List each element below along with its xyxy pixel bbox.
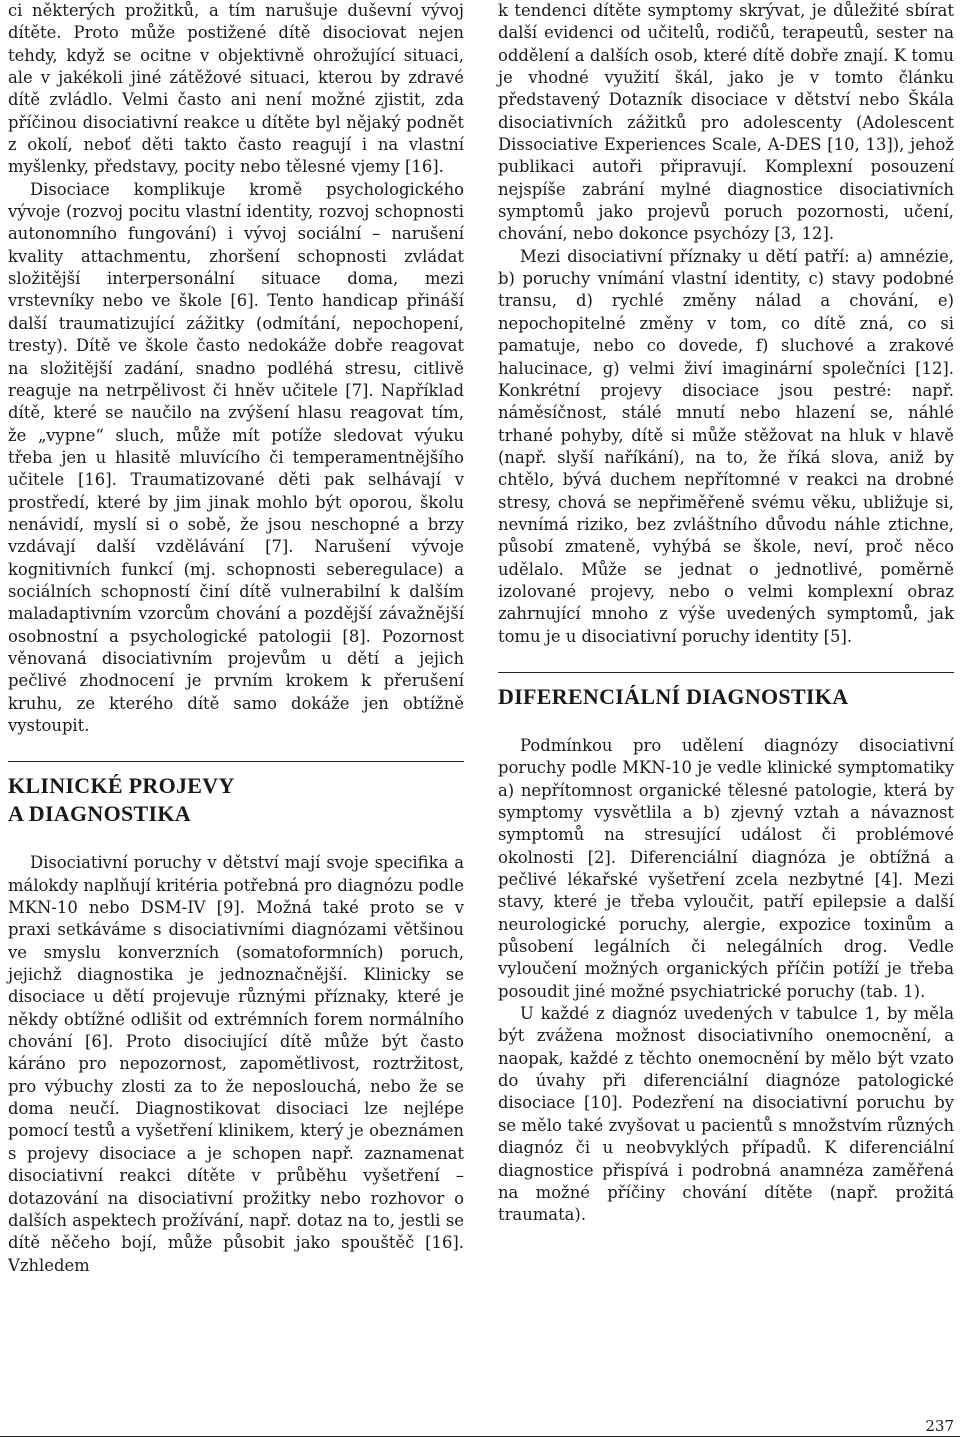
paragraph-intro: ci některých prožitků, a tím narušuje duševní vývoj dítěte. Proto může postižené dítě disociovat nejen tehdy, když se ocitne v objektivně ohrožující situaci, ale v jakékoli jiné zátěžové situaci, kterou by zdravé dítě zvládlo. Velmi často ani není možné zjistit, zda příčinou disociativní reakce u dítěte byl nějaký podnět z okolí, neboť děti takto často reagují i na vlastní myšlenky, představy, pocity nebo tělesné vjemy [16]. [8, 1, 464, 177]
right-column [498, 0, 954, 1227]
paragraph-continued: k tendenci dítěte symptomy skrývat, je důležité sbírat další evidenci od učitelů, rodičů, terapeutů, sester na oddělení a dalších osob, které dítě dobře znají. K tomu je vhodné využití škál, jako je v tomto článku představený Dotazník disociace v dětství nebo Škála disociativních zážitků pro adolescenty (Adolescent Dissociative Experiences Scale, A-DES [10, 13]), jehož publikaci autoři připravují. Komplexní posouzení nejspíše zabrání mylné diagnostice disociativních symptomů jako projevů poruch pozornosti, učení, chování, nebo dokonce psychózy [3, 12]. [498, 1, 954, 244]
heading-line-2: A DIAGNOSTIKA [8, 801, 191, 827]
paragraph-table: U každé z diagnóz uvedených v tabulce 1, by měla být zvážena možnost disociativního onemocnění, a naopak, každé z těchto onemocnění by mělo být vzato do úvahy při diferenciální diagnóze patologické disociace [10]. Podezření na disociativní poruchu by se mělo také zvyšovat u pacientů s množstvím různých diagnóz či u neobvyklých případů. K diferenciální diagnostice přispívá i podrobná anamnéza zaměřená na možné příčiny chování dítěte (např. prožitá traumata). [498, 1004, 954, 1225]
paragraph-complication: Disociace komplikuje kromě psychologického vývoje (rozvoj pocitu vlastní identity, rozvoj schopnosti autonomního fungování) i vývoj sociální – narušení kvality attachmentu, zhoršení schopnosti zvládat složitější interpersonální situace doma, mezi vrstevníky nebo ve škole [6]. Tento handicap přináší další traumatizující zážitky (odmítání, nepochopení, tresty). Dítě ve škole často nedokáže dobře reagovat na složitější zadání, snadno podléhá stresu, citlivě reaguje na netrpělivost či hněv učitele [7]. Například dítě, které se naučilo na zvýšení hlasu reagovat tím, že „vypne“ sluch, může mít potíže sledovat výuku třeba jen u hlasitě mluvícího či temperamentnějšího učitele [16]. Traumatizované děti pak selhávají v prostředí, které by jim jinak mohlo být oporou, školu nenávidí, myslí si o sobě, že jsou neschopné a brzy vzdávají další vzdělávání [7]. Narušení vývoje kognitivních funkcí (mj. schopnosti seberegulace) a sociálních schopností činí dítě vulnerabilní k dalším maladaptivním vzorcům chování a pozdější závažnější osobnostní a psychologické patologii [8]. Pozornost věnovaná disociativním projevům u dětí a jejich pečlivé zhodnocení je prvním krokem k přerušení kruhu, ze kterého dítě samo dokáže jen obtížně vystoupit. [8, 179, 464, 735]
paragraph-differential: Podmínkou pro udělení diagnózy disociativní poruchy podle MKN-10 je vedle klinické symptomatiky a) nepřítomnost organické tělesné patologie, která by symptomy vysvětlila a b) zjevný vztah a návaznost symptomů na stresující událost či problémové okolnosti [2]. Diferenciální diagnóza je obtížná a pečlivé lékařské vyšetření zcela nezbytné [4]. Mezi stavy, které je třeba vyloučit, patří epilepsie a další neurologické poruchy, alergie, expozice toxinům a působení legálních či nelegálních drog. Vedle vyloučení možných organických příčin potíží je třeba posoudit jiné možné psychiatrické poruchy (tab. 1). [498, 735, 954, 1001]
section-heading-differential: DIFERENCIÁLNÍ DIAGNOSTIKA [498, 683, 849, 709]
left-column [8, 0, 464, 1277]
paragraph-clinical: Disociativní poruchy v dětství mají svoje specifika a málokdy naplňují kritéria potřebná pro diagnózu podle MKN-10 nebo DSM-IV [9]. Možná také proto se v praxi setkáváme s disociativními diagnózami většinou ve smyslu konverzních (somatoformních) poruch, jejichž diagnostika je jednoznačnější. Klinicky se disociace u dětí projevuje různými příznaky, které je někdy obtížné odlišit od extrémních forem normálního chování [6]. Proto disociující dítě může být často káráno pro nepozornost, zapomětlivost, roztržitost, pro výbuchy zlosti za to že neposlouchá, nebo že se doma neučí. Diagnostikovat disociaci lze nejlépe pomocí testů a vyšetření klinikem, který je obeznámen s projevy disociace a je schopen např. zaznamenat disociativní reakci dítěte v průběhu vyšetření – dotazování na disociativní prožitky nebo rozhovor o dalších aspektech prožívání, např. dotaz na to, jestli se dítě něčeho bojí, může působit jako spouštěč [16]. Vzhledem [8, 853, 464, 1275]
heading-line-1: KLINICKÉ PROJEVY [8, 773, 235, 799]
section-heading-clinical [8, 772, 464, 828]
paragraph-symptoms: Mezi disociativní příznaky u dětí patří: a) amnézie, b) poruchy vnímání vlastní identity, c) stavy podobné transu, d) rychlé změny nálad a chování, e) nepochopitelné změny v tom, co dítě zná, co si pamatuje, nebo co dovede, f) sluchové a zrakové halucinace, g) velmi živí imaginární společníci [12]. Konkrétní projevy disociace jsou pestré: např. náměsíčnost, stálé mnutí nebo hlazení se, náhlé trhané pohyby, dítě si může stěžovat na hluk v hlavě (např. slyší naříkání), na to, že říká slova, aniž by chtělo, bývá duchem nepřítomné v reakci na drobné stresy, chová se nepřiměřeně svému věku, ubližuje si, nevnímá riziko, bez zvláštního důvodu náhle ztichne, působí zmateně, vyhýbá se škole, neví, proč něco udělalo. Může se jednat o jednotlivé, poměrně izolované projevy, nebo o velmi komplexní obraz zahrnující mnoho z výše uvedených symptomů, jak tomu je u disociativní poruchy identity [5]. [498, 246, 954, 646]
page-number: 237 [925, 1417, 954, 1435]
section-divider [8, 761, 464, 762]
section-divider [498, 672, 954, 673]
